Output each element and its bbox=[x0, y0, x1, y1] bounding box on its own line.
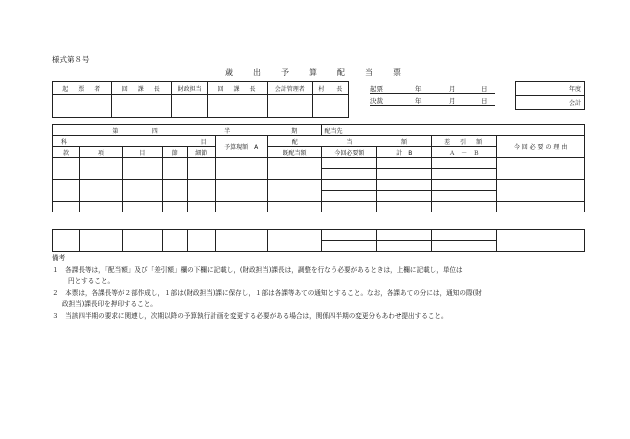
kamoku-right: 目 bbox=[122, 136, 215, 147]
total-b-header: 計 B bbox=[377, 147, 432, 158]
note-2: ２ 本票は，各課長等が２部作成し，１部は(財政担当)課に保存し，１部は各課等あての通知とすること。なお，各課あての分には，通知の際(財 bbox=[52, 288, 482, 297]
table-cell[interactable] bbox=[215, 230, 267, 252]
table-cell[interactable] bbox=[187, 180, 215, 202]
table-cell[interactable] bbox=[497, 158, 585, 180]
table-cell[interactable] bbox=[215, 158, 267, 180]
moku-header: 目 bbox=[122, 147, 162, 158]
table-cell[interactable] bbox=[322, 169, 377, 180]
fiscal-year-cell[interactable]: 年度 bbox=[516, 82, 585, 96]
form-number: 様式第８号 bbox=[52, 55, 90, 64]
note-1-cont: 円とすること。 bbox=[68, 277, 115, 285]
saimoku-header: 細節 bbox=[187, 147, 215, 158]
table-cell[interactable] bbox=[432, 191, 497, 202]
table-cell[interactable] bbox=[122, 158, 162, 180]
fiscal-box bbox=[515, 81, 585, 110]
table-cell[interactable] bbox=[53, 158, 80, 180]
table-cell[interactable] bbox=[53, 230, 80, 252]
distribution-to-label: 配当先 bbox=[322, 125, 377, 136]
to-header: 当 bbox=[322, 136, 377, 147]
approval-stamp-cell[interactable] bbox=[312, 95, 348, 118]
table-cell[interactable] bbox=[267, 158, 322, 180]
notes-section bbox=[52, 253, 592, 322]
haito-header: 配 bbox=[267, 136, 322, 147]
table-cell[interactable] bbox=[267, 202, 322, 213]
table-cell[interactable] bbox=[162, 180, 187, 202]
table-cell[interactable] bbox=[377, 230, 432, 241]
table-cell[interactable] bbox=[432, 158, 497, 169]
period-ki: 期 bbox=[267, 125, 322, 136]
table-cell[interactable] bbox=[322, 180, 377, 191]
a-minus-b-header: Ａ － Ｂ bbox=[432, 147, 497, 158]
table-cell[interactable] bbox=[215, 202, 267, 213]
decision-day-label: 日 bbox=[481, 97, 488, 105]
approval-stamp-cell[interactable] bbox=[208, 95, 267, 118]
table-cell[interactable] bbox=[162, 158, 187, 180]
reason-header: 今 回 必 要 の 理 由 bbox=[497, 136, 585, 158]
table-row bbox=[53, 202, 585, 213]
table-cell[interactable] bbox=[377, 241, 432, 252]
period-yon: 四 bbox=[122, 125, 187, 136]
already-allocated-header: 既配当額 bbox=[267, 147, 322, 158]
table-cell[interactable] bbox=[122, 230, 162, 252]
table-cell[interactable] bbox=[322, 191, 377, 202]
table-row bbox=[53, 180, 585, 191]
table-cell[interactable] bbox=[79, 158, 122, 180]
difference-header: 差 引 額 bbox=[432, 136, 497, 147]
table-cell[interactable] bbox=[322, 158, 377, 169]
table-cell[interactable] bbox=[122, 202, 162, 213]
table-cell[interactable] bbox=[377, 191, 432, 202]
approval-stamp-cell[interactable] bbox=[267, 95, 312, 118]
issue-date-line[interactable] bbox=[370, 84, 495, 94]
note-3: ３ 当該四半期の要求に関連し，次期以降の予算執行計画を変更する必要がある場合は，関係四半期の変更分もあわせ提出すること。 bbox=[52, 311, 448, 320]
table-cell[interactable] bbox=[187, 202, 215, 213]
table-cell[interactable] bbox=[432, 230, 497, 241]
approval-stamp-cell[interactable] bbox=[53, 95, 112, 118]
approval-header-accounting-manager: 会計管理者 bbox=[267, 82, 312, 95]
needed-this-time-header: 今回必要額 bbox=[322, 147, 377, 158]
table-cell[interactable] bbox=[432, 241, 497, 252]
approval-header-mayor: 村 長 bbox=[312, 82, 348, 95]
table-cell[interactable] bbox=[53, 180, 80, 202]
table-cell[interactable] bbox=[322, 230, 377, 241]
note-2-cont: 政担当)課長印を押印すること。 bbox=[62, 300, 157, 308]
kou-header: 項 bbox=[79, 147, 122, 158]
note-1: １ 各課長等は，「配当額」及び「差引額」欄の下欄に記載し，(財政担当)課長は，調整を行なう必要があるときは，上欄に記載し，単位は bbox=[52, 265, 463, 274]
table-cell[interactable] bbox=[79, 180, 122, 202]
distribution-to-field[interactable] bbox=[377, 125, 585, 136]
account-cell[interactable]: 会計 bbox=[516, 96, 585, 110]
approval-header-drafter: 起 票 者 bbox=[53, 82, 112, 95]
table-cell[interactable] bbox=[267, 230, 322, 252]
table-cell[interactable] bbox=[53, 202, 80, 213]
table-row bbox=[53, 230, 585, 241]
table-cell[interactable] bbox=[432, 169, 497, 180]
table-cell[interactable] bbox=[497, 180, 585, 202]
table-row bbox=[53, 158, 585, 169]
setsu-header: 節 bbox=[162, 147, 187, 158]
table-cell[interactable] bbox=[122, 180, 162, 202]
budget-current-header: 予算現額 A bbox=[215, 136, 267, 158]
table-cell[interactable] bbox=[187, 230, 215, 252]
issue-year-label: 年 bbox=[415, 85, 422, 93]
gaku-header: 額 bbox=[377, 136, 432, 147]
issue-day-label: 日 bbox=[481, 85, 488, 93]
table-cell[interactable] bbox=[79, 230, 122, 252]
table-cell[interactable] bbox=[267, 180, 322, 202]
approval-header-finance: 財政担当 bbox=[171, 82, 207, 95]
approval-header-section-chief-2: 回 課 長 bbox=[208, 82, 267, 95]
notes-heading: 備考 bbox=[52, 254, 66, 262]
table-cell[interactable] bbox=[187, 158, 215, 180]
kamoku-left: 科 bbox=[53, 136, 123, 147]
table-cell[interactable] bbox=[432, 180, 497, 191]
allocation-table-continued bbox=[52, 229, 585, 252]
approval-header-section-chief-1: 回 課 長 bbox=[112, 82, 171, 95]
approval-stamp-cell[interactable] bbox=[171, 95, 207, 118]
approval-stamp-table bbox=[52, 81, 349, 118]
table-cell[interactable] bbox=[322, 241, 377, 252]
decision-month-label: 月 bbox=[449, 97, 456, 105]
table-cell[interactable] bbox=[377, 202, 432, 213]
decision-year-label: 年 bbox=[415, 97, 422, 105]
kan-header: 款 bbox=[53, 147, 80, 158]
table-cell[interactable] bbox=[497, 230, 585, 252]
issue-month-label: 月 bbox=[449, 85, 456, 93]
allocation-table bbox=[52, 124, 585, 212]
document-title: 歳 出 予 算 配 当 票 bbox=[225, 68, 407, 77]
approval-stamp-cell[interactable] bbox=[112, 95, 171, 118]
decision-date-line[interactable] bbox=[370, 96, 495, 106]
table-cell[interactable] bbox=[377, 158, 432, 169]
table-cell[interactable] bbox=[215, 180, 267, 202]
table-cell[interactable] bbox=[497, 202, 585, 213]
table-cell[interactable] bbox=[162, 230, 187, 252]
table-cell[interactable] bbox=[377, 169, 432, 180]
table-cell[interactable] bbox=[162, 202, 187, 213]
issue-label: 起票 bbox=[370, 85, 383, 93]
table-cell[interactable] bbox=[377, 180, 432, 191]
period-han: 半 bbox=[187, 125, 267, 136]
decision-label: 決裁 bbox=[370, 97, 383, 105]
table-cell[interactable] bbox=[322, 202, 377, 213]
table-cell[interactable] bbox=[432, 202, 497, 213]
table-cell[interactable] bbox=[79, 202, 122, 213]
period-dai: 第 bbox=[53, 125, 123, 136]
